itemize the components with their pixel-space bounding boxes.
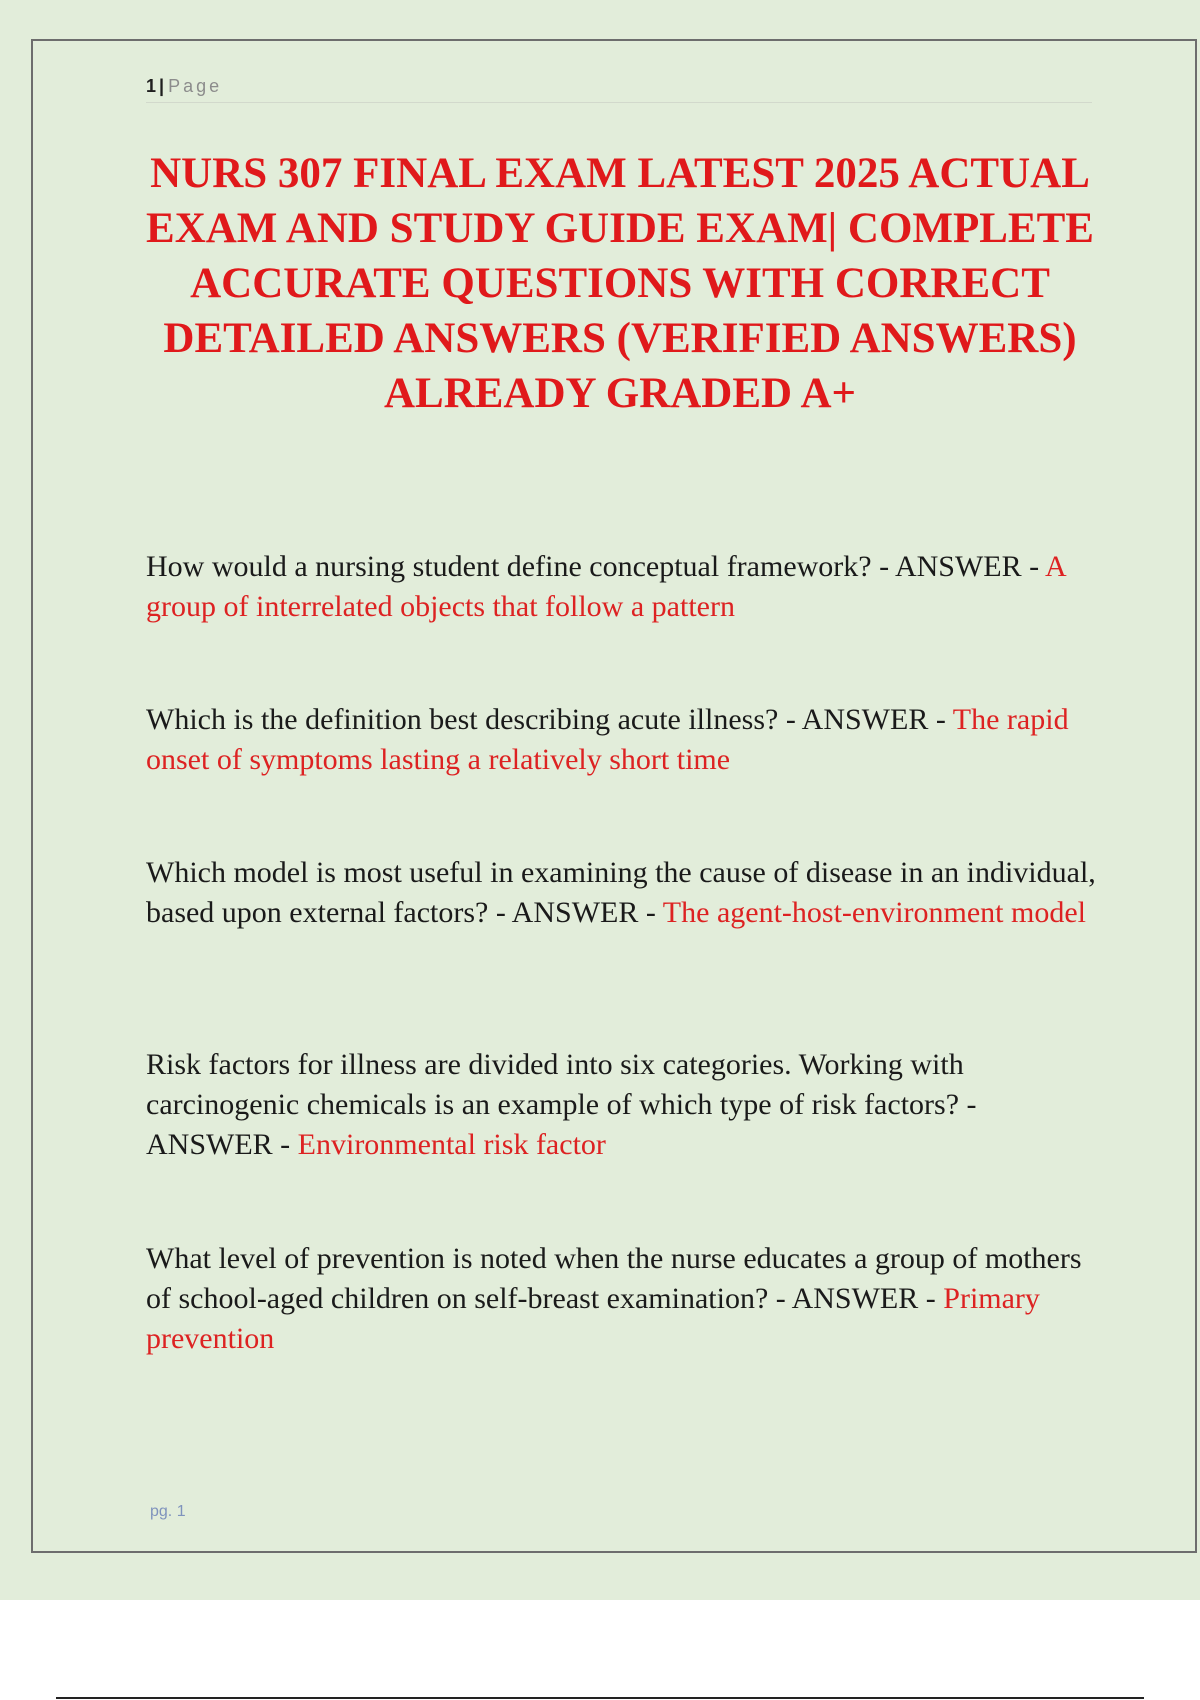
answer-text: The rapid onset of symptoms lasting a relatively short time: [146, 703, 1069, 776]
header-page-number: 1: [146, 76, 157, 96]
qa-item: [146, 853, 1096, 933]
question-text: Which model is most useful in examining the cause of disease in an individual, based upon external factors? - ANSWER -: [146, 856, 1096, 929]
page-header: [146, 74, 1092, 103]
qa-item: [146, 547, 1096, 627]
answer-text: Primary prevention: [146, 1282, 1040, 1355]
qa-item: [146, 700, 1096, 780]
bottom-divider: [56, 1697, 1144, 1699]
qa-item: [146, 1239, 1096, 1359]
qa-item: [146, 1045, 1096, 1165]
question-text: What level of prevention is noted when the nurse educates a group of mothers of school-aged children on self-breast examination? - ANSWER -: [146, 1242, 1082, 1315]
document-title: NURS 307 FINAL EXAM LATEST 2025 ACTUAL EXAM AND STUDY GUIDE EXAM| COMPLETE ACCURATE QUESTIONS WITH CORRECT DETAILED ANSWERS (VERIFIED ANSWERS) ALREADY GRADED A+: [146, 150, 1094, 417]
question-text: Which is the definition best describing acute illness? - ANSWER -: [146, 703, 953, 736]
answer-text: Environmental risk factor: [297, 1128, 606, 1161]
header-page-word: Page: [168, 76, 223, 96]
header-separator: |: [159, 76, 165, 96]
answer-text: The agent-host-environment model: [662, 896, 1087, 929]
question-text: How would a nursing student define conceptual framework? - ANSWER -: [146, 550, 1045, 583]
answer-text: A group of interrelated objects that follow a pattern: [146, 550, 1065, 623]
question-text: Risk factors for illness are divided into six categories. Working with carcinogenic chemicals is an example of which type of risk factors? - ANSWER -: [146, 1048, 977, 1161]
page-footer: pg. 1: [150, 1503, 186, 1520]
